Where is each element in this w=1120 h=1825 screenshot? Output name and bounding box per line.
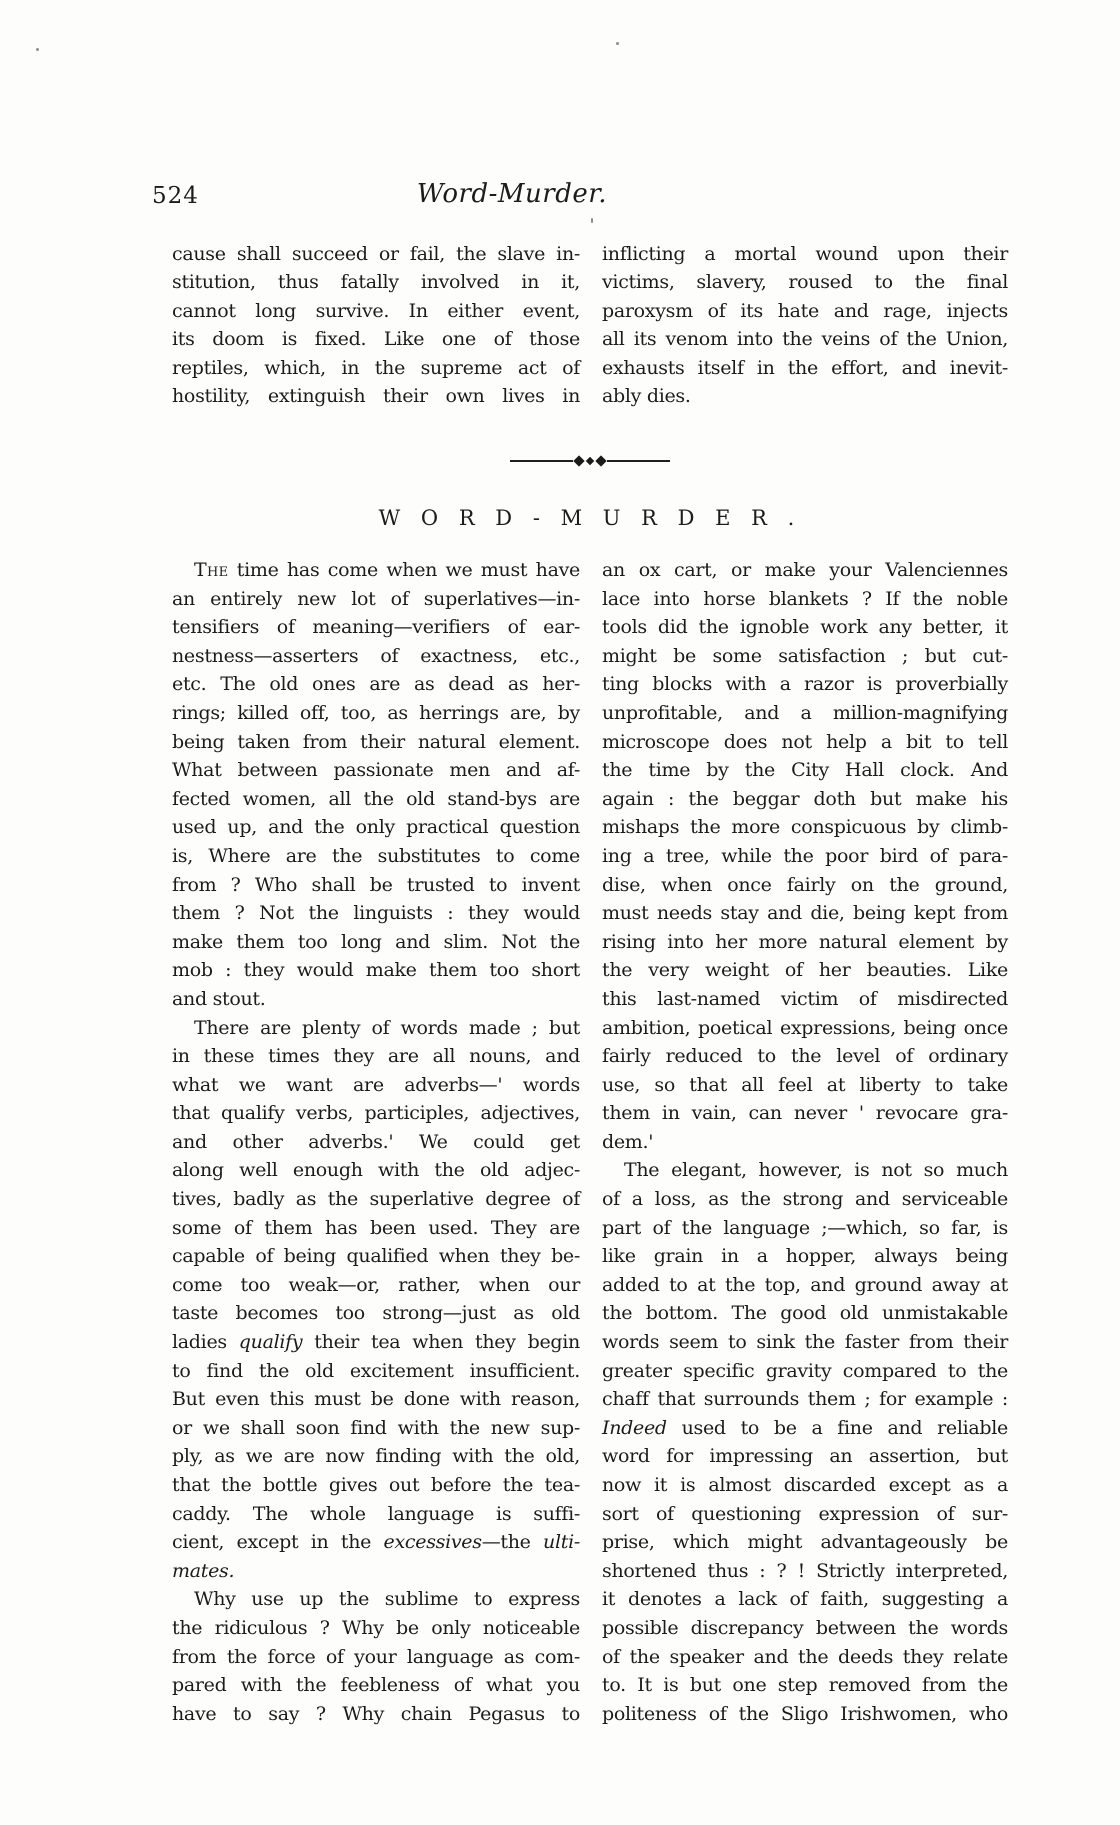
text-line: [172, 1557, 580, 1586]
text-line: tensifiers of meaning—verifiers of ear-: [172, 616, 580, 639]
text-line: exhausts itself in the effort, and inevit-: [602, 356, 1008, 379]
text-line: is, Where are the substitutes to come: [172, 844, 580, 867]
italic-text: mates.: [172, 1559, 235, 1582]
diamond-icon: [586, 457, 594, 465]
text-line: fected women, all the old stand-bys are: [172, 787, 580, 810]
text-line: an entirely new lot of superlatives—in-: [172, 587, 580, 610]
text-line: cient, except in the excessives—the ulti-: [172, 1531, 580, 1554]
text-line: the bottom. The good old unmistakable: [602, 1302, 1008, 1325]
text-line: word for impressing an assertion, but: [602, 1445, 1008, 1468]
text-line: rising into her more natural element by: [602, 930, 1008, 953]
text-line: prise, which might advantageously be: [602, 1531, 1008, 1554]
text-line: tools did the ignoble work any better, it: [602, 616, 1008, 639]
text-line: in these times they are all nouns, and: [172, 1045, 580, 1068]
article-column-left: [172, 556, 580, 1728]
text-line: But even this must be done with reason,: [172, 1388, 580, 1411]
continuation-column-right: [602, 240, 1008, 410]
text-line: to. It is but one step removed from the: [602, 1674, 1008, 1697]
text-line: etc. The old ones are as dead as her-: [172, 673, 580, 696]
text-line: the time by the City Hall clock. And: [602, 759, 1008, 782]
text-line: use, so that all feel at liberty to take: [602, 1073, 1008, 1096]
text-line: chaff that surrounds them ; for example :: [602, 1388, 1008, 1411]
text-line: shortened thus : ? ! Strictly interpreted,: [602, 1559, 1008, 1582]
text-line: nestness—asserters of exactness, etc.,: [172, 644, 580, 667]
divider-line: [510, 460, 573, 462]
text-line: part of the language ;—which, so far, is: [602, 1216, 1008, 1239]
text-line: reptiles, which, in the supreme act of: [172, 356, 580, 379]
text-line: dem.': [602, 1130, 654, 1153]
text-line: fairly reduced to the level of ordinary: [602, 1045, 1008, 1068]
text-line: politeness of the Sligo Irishwomen, who: [602, 1702, 1008, 1725]
text-line: from ? Who shall be trusted to invent: [172, 873, 580, 896]
text-line: of the speaker and the deeds they relate: [602, 1645, 1008, 1668]
text-line: of a loss, as the strong and serviceable: [602, 1188, 1008, 1211]
text-line: come too weak—or, rather, when our: [172, 1273, 580, 1296]
text-line: make them too long and slim. Not the: [172, 930, 580, 953]
page-number: 524: [152, 183, 199, 209]
text-line: The time has come when we must have: [194, 559, 580, 581]
text-line: that qualify verbs, participles, adjectives,: [172, 1102, 580, 1125]
text-line: words seem to sink the faster from their: [602, 1331, 1008, 1354]
text-line: ing a tree, while the poor bird of para-: [602, 844, 1008, 867]
text-line: cause shall succeed or fail, the slave in-: [172, 243, 580, 265]
italic-text: excessives: [383, 1531, 482, 1554]
text-line: ladies qualify their tea when they begin: [172, 1331, 580, 1354]
text-line: stitution, thus fatally involved in it,: [172, 271, 580, 294]
text-line: being taken from their natural element.: [172, 730, 580, 753]
article-column-right: [602, 556, 1008, 1728]
text-line: Why use up the sublime to express: [194, 1588, 580, 1611]
text-line: used up, and the only practical question: [172, 816, 580, 839]
text-line: There are plenty of words made ; but: [194, 1016, 580, 1039]
text-line: again : the beggar doth but make his: [602, 787, 1008, 810]
text-line: taste becomes too strong—just as old: [172, 1302, 580, 1325]
text-line: What between passionate men and af-: [172, 759, 580, 782]
text-line: ply, as we are now finding with the old,: [172, 1445, 580, 1468]
text-line: the very weight of her beauties. Like: [602, 959, 1008, 982]
text-line: unprofitable, and a million-magnifying: [602, 701, 1008, 724]
article-title: W O R D - M U R D E R .: [378, 506, 802, 530]
text-line: and stout.: [172, 987, 266, 1010]
running-title: Word-Murder.: [416, 179, 608, 209]
scan-speck: [36, 48, 39, 51]
text-line: capable of being qualified when they be-: [172, 1245, 580, 1268]
text-line: along well enough with the old adjec-: [172, 1159, 580, 1182]
italic-text: Indeed: [602, 1416, 667, 1439]
italic-text: ulti-: [543, 1531, 580, 1554]
italic-text: qualify: [238, 1331, 303, 1354]
text-line: inflicting a mortal wound upon their: [602, 243, 1008, 265]
continuation-column-left: [172, 240, 580, 410]
scan-speck: [591, 218, 593, 223]
divider-line: [607, 460, 670, 462]
text-line: sort of questioning expression of sur-: [602, 1502, 1008, 1525]
text-line: now it is almost discarded except as a: [602, 1474, 1008, 1496]
text-line: hostility, extinguish their own lives in: [172, 384, 580, 407]
diamond-icon: [595, 455, 606, 466]
text-line: or we shall soon find with the new sup-: [172, 1416, 580, 1439]
text-line: The elegant, however, is not so much: [624, 1159, 1008, 1182]
diamond-icon: [573, 455, 584, 466]
text-line: all its venom into the veins of the Union,: [602, 328, 1008, 351]
text-line: cannot long survive. In either event,: [172, 299, 580, 322]
text-line: pared with the feebleness of what you: [172, 1674, 580, 1697]
text-line: Indeed used to be a fine and reliable: [602, 1416, 1008, 1439]
text-line: ting blocks with a razor is proverbially: [602, 673, 1008, 696]
text-line: might be some satisfaction ; but cut-: [602, 644, 1008, 667]
text-line: mob : they would make them too short: [172, 959, 580, 982]
text-line: tives, badly as the superlative degree of: [172, 1188, 580, 1211]
text-line: microscope does not help a bit to tell: [602, 730, 1008, 753]
text-line: them ? Not the linguists : they would: [172, 902, 580, 925]
text-line: the ridiculous ? Why be only noticeable: [172, 1616, 580, 1639]
text-line: paroxysm of its hate and rage, injects: [602, 299, 1008, 322]
text-line: ambition, poetical expressions, being once: [602, 1016, 1008, 1039]
text-line: dise, when once fairly on the ground,: [602, 873, 1008, 896]
text-line: have to say ? Why chain Pegasus to: [172, 1702, 580, 1725]
smallcaps-text: The: [194, 559, 229, 581]
text-line: rings; killed off, too, as herrings are, by: [172, 701, 580, 724]
text-line: some of them has been used. They are: [172, 1216, 580, 1239]
text-line: what we want are adverbs—' words: [172, 1073, 580, 1096]
text-line: it denotes a lack of faith, suggesting a: [602, 1588, 1008, 1611]
scan-speck: [616, 42, 619, 45]
text-line: its doom is fixed. Like one of those: [172, 328, 580, 351]
text-line: like grain in a hopper, always being: [602, 1245, 1008, 1268]
text-line: from the force of your language as com-: [172, 1645, 580, 1668]
text-line: them in vain, can never ' revocare gra-: [602, 1102, 1008, 1125]
text-line: added to at the top, and ground away at: [602, 1273, 1008, 1296]
text-line: this last-named victim of misdirected: [602, 987, 1008, 1010]
text-line: possible discrepancy between the words: [602, 1616, 1008, 1639]
text-line: victims, slavery, roused to the final: [602, 271, 1008, 294]
text-line: lace into horse blankets ? If the noble: [602, 587, 1008, 610]
text-line: caddy. The whole language is suffi-: [172, 1502, 580, 1525]
text-line: an ox cart, or make your Valenciennes: [602, 559, 1008, 581]
text-line: greater specific gravity compared to the: [602, 1359, 1008, 1382]
divider-ornament: [172, 452, 1008, 470]
text-line: that the bottle gives out before the tea-: [172, 1474, 580, 1496]
text-line: mishaps the more conspicuous by climb-: [602, 816, 1008, 839]
text-line: must needs stay and die, being kept from: [602, 902, 1008, 925]
text-line: to find the old excitement insufficient.: [172, 1359, 580, 1382]
text-line: ably dies.: [602, 384, 691, 407]
text-line: and other adverbs.' We could get: [172, 1130, 580, 1153]
